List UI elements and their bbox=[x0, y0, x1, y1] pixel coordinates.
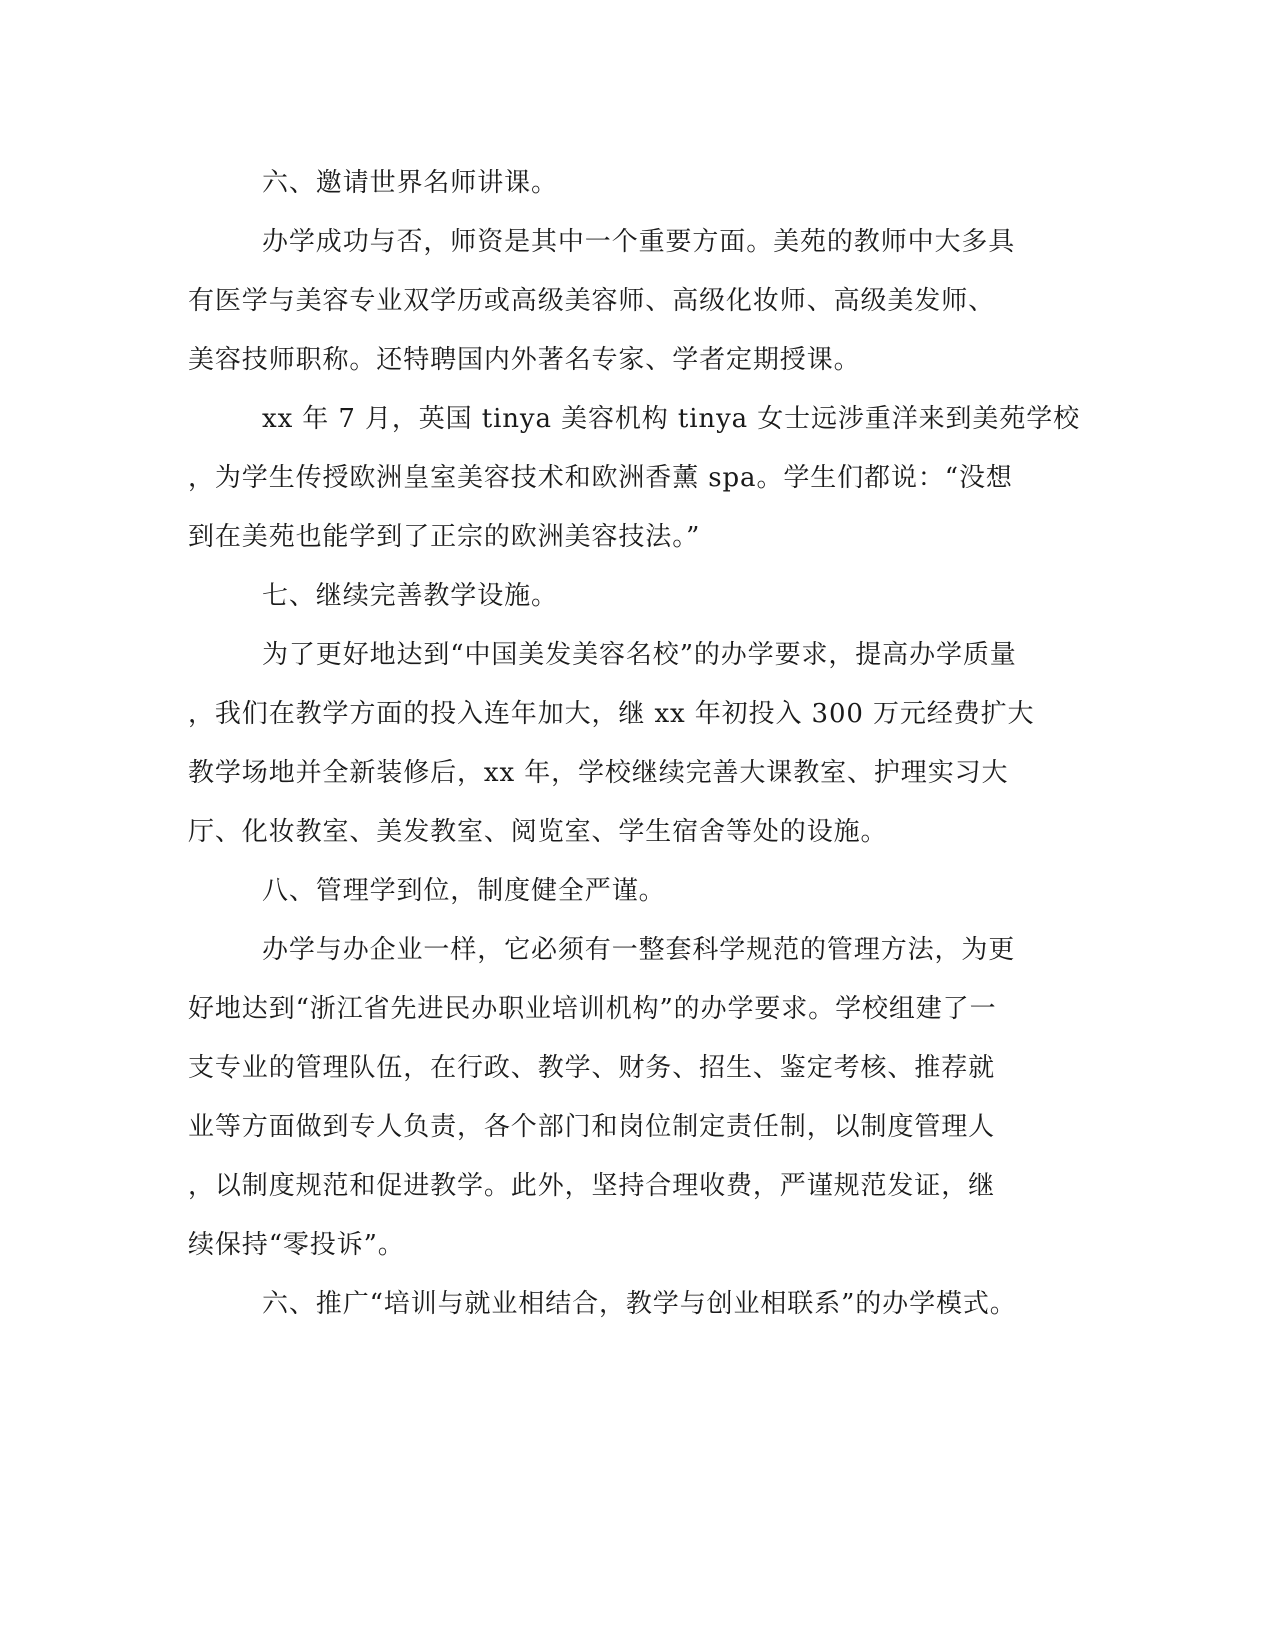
paragraph-line: ，我们在教学方面的投入连年加大，继 xx 年初投入 300 万元经费扩大 bbox=[188, 699, 1035, 729]
paragraph-line: 续保持“零投诉”。 bbox=[188, 1230, 405, 1260]
heading-facilities: 七、继续完善教学设施。 bbox=[262, 581, 558, 611]
paragraph-line: 业等方面做到专人负责，各个部门和岗位制定责任制，以制度管理人 bbox=[188, 1112, 996, 1142]
paragraph-line: ，为学生传授欧洲皇室美容技术和欧洲香薰 spa。学生们都说：“没想 bbox=[188, 463, 1013, 493]
paragraph-line: 办学与办企业一样，它必须有一整套科学规范的管理方法，为更 bbox=[262, 935, 1016, 965]
paragraph-line: 美容技师职称。还特聘国内外著名专家、学者定期授课。 bbox=[188, 345, 861, 375]
paragraph-line: 到在美苑也能学到了正宗的欧洲美容技法。” bbox=[188, 522, 701, 552]
paragraph-line: 有医学与美容专业双学历或高级美容师、高级化妆师、高级美发师、 bbox=[188, 286, 996, 316]
paragraph-line: 为了更好地达到“中国美发美容名校”的办学要求，提高办学质量 bbox=[262, 640, 1017, 670]
heading-invite-teachers: 六、邀请世界名师讲课。 bbox=[262, 168, 558, 198]
heading-management: 八、管理学到位，制度健全严谨。 bbox=[262, 876, 666, 906]
paragraph-line: 办学成功与否，师资是其中一个重要方面。美苑的教师中大多具 bbox=[262, 227, 1016, 257]
paragraph-line: 厅、化妆教室、美发教室、阅览室、学生宿舍等处的设施。 bbox=[188, 817, 888, 847]
heading-promote-model: 六、推广“培训与就业相结合，教学与创业相联系”的办学模式。 bbox=[262, 1289, 1017, 1319]
paragraph-line: ，以制度规范和促进教学。此外，坚持合理收费，严谨规范发证，继 bbox=[188, 1171, 996, 1201]
paragraph-line: 支专业的管理队伍，在行政、教学、财务、招生、鉴定考核、推荐就 bbox=[188, 1053, 996, 1083]
paragraph-line: xx 年 7 月，英国 tinya 美容机构 tinya 女士远涉重洋来到美苑学校 bbox=[262, 404, 1081, 434]
paragraph-line: 好地达到“浙江省先进民办职业培训机构”的办学要求。学校组建了一 bbox=[188, 994, 997, 1024]
paragraph-line: 教学场地并全新装修后，xx 年，学校继续完善大课教室、护理实习大 bbox=[188, 758, 1009, 788]
